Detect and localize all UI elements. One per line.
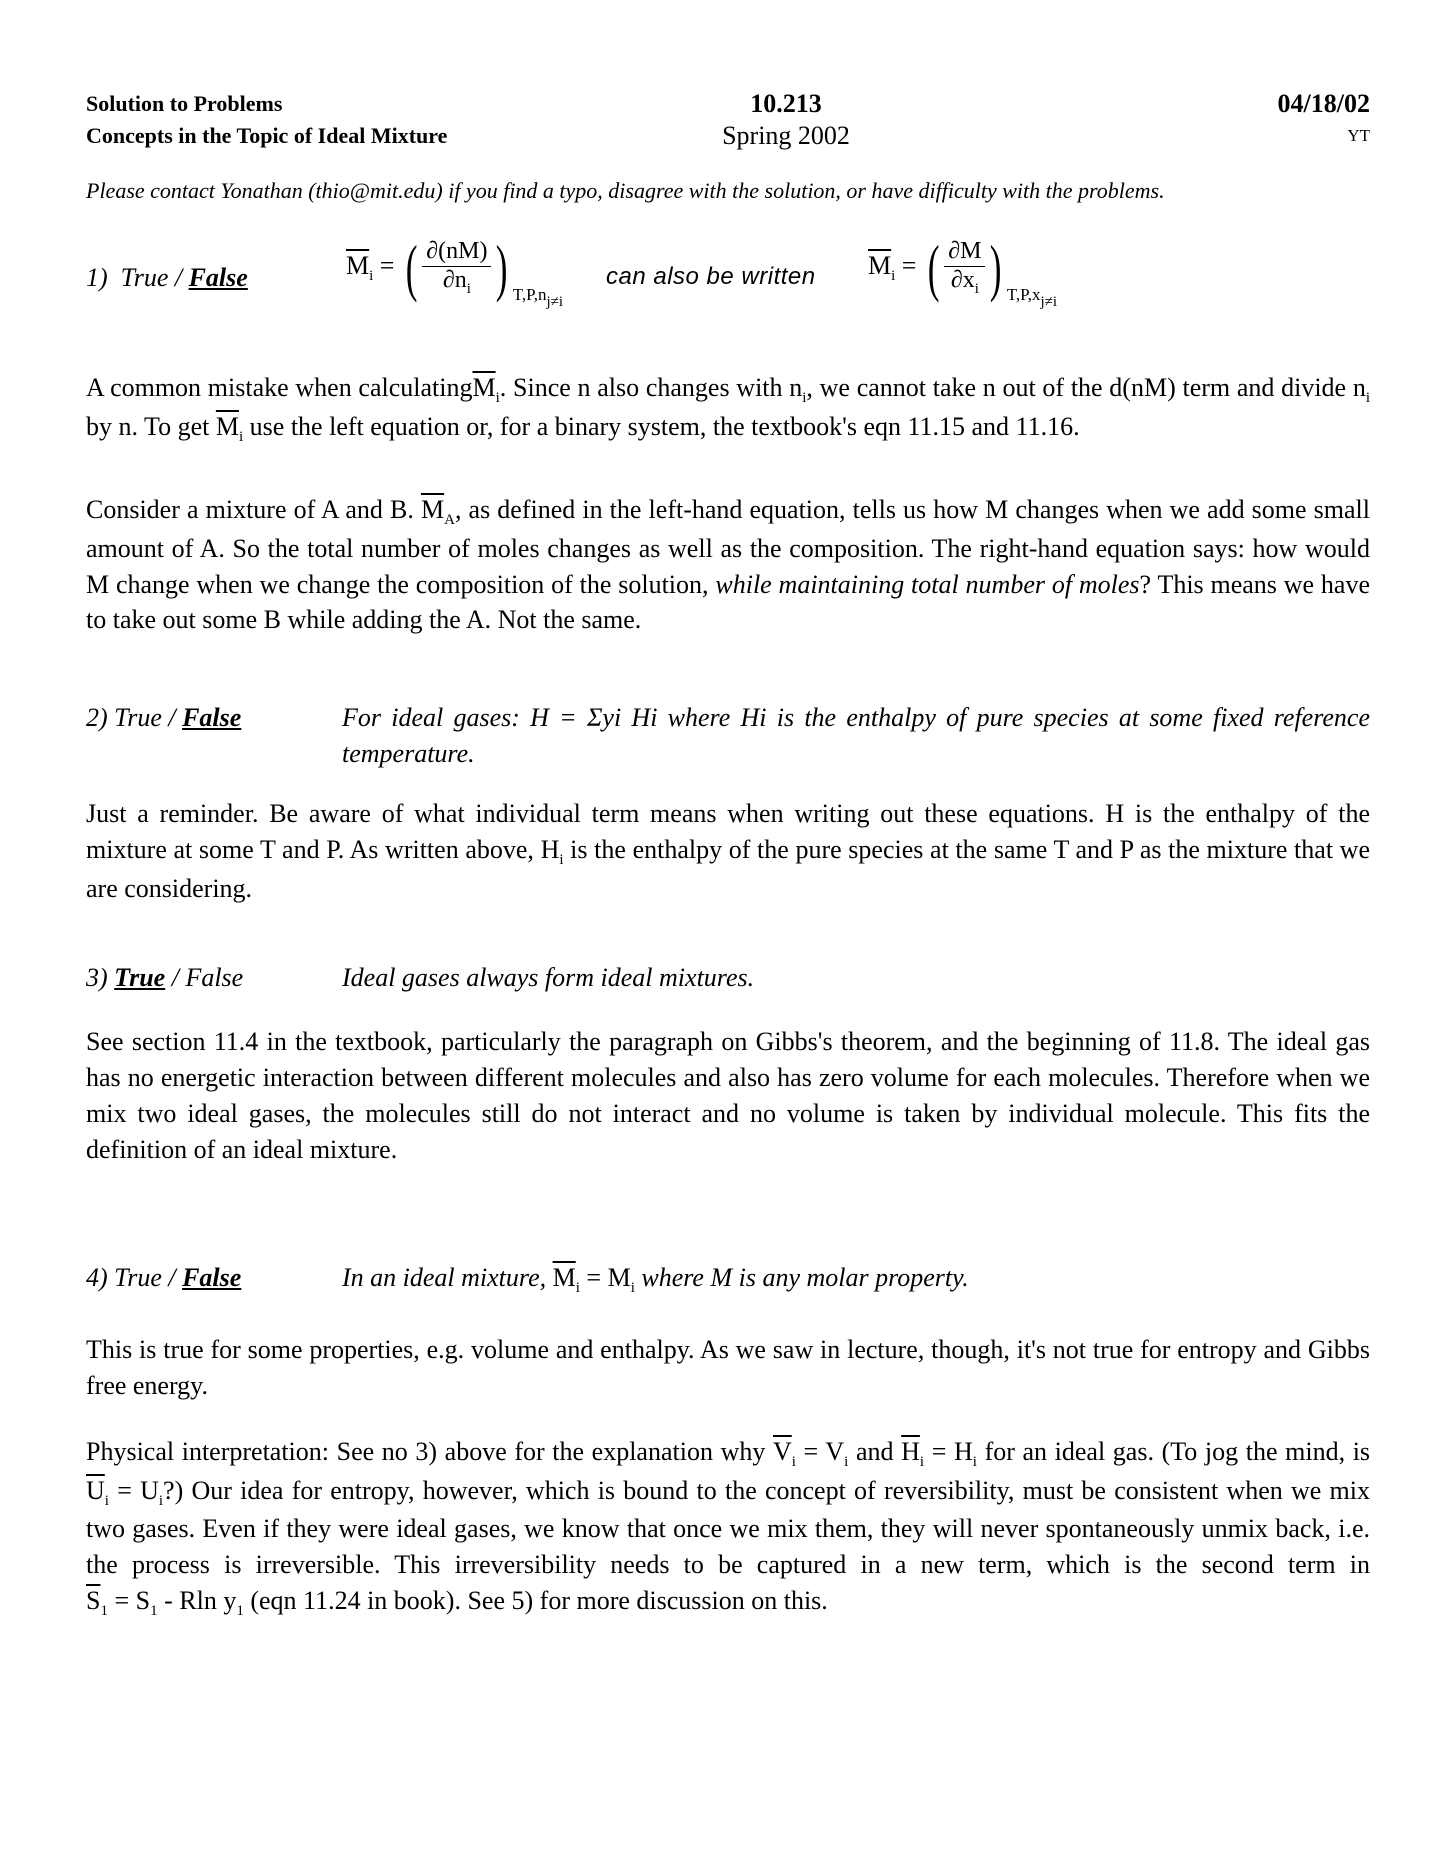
question-1-answer: False bbox=[188, 263, 248, 292]
question-1-explanation-1: A common mistake when $calculating\overline{M}_i$. Since n also changes with $n_i$, we cannot take n out of the d(nM) term and divide $n_i$ by n. To get $\overline{M}_i$ use the left equation or, for a binary system, the textbook's eqn 11.15 and 11.16. bbox=[86, 373, 1370, 445]
document-header bbox=[86, 88, 1370, 158]
header-title: Solution to Problems bbox=[86, 91, 283, 116]
question-3-answer: True bbox=[114, 963, 166, 992]
course-number: 10.213 bbox=[750, 89, 822, 118]
equation-connector: can also be written bbox=[606, 263, 816, 290]
question-2-explanation: Just a reminder. Be aware of what individual term means when writing out these equations. H is the enthalpy of the mixture at some T and P. As written above, $H_i$ is the enthalpy of the pure species at the same T and P as the mixture that we are considering. bbox=[86, 799, 1371, 903]
question-4-explanation-1: This is true for some properties, e.g. volume and enthalpy. As we saw in lecture, though, it's not true for entropy and Gibbs free energy. bbox=[86, 1335, 1370, 1400]
question-4-statement: In an ideal mixture, $\overline{M}_i = M_i$ where M is any molar property. bbox=[342, 1263, 969, 1296]
question-1 bbox=[86, 232, 1370, 336]
question-2-label: 2) True / False bbox=[86, 703, 242, 732]
header-left bbox=[86, 88, 447, 152]
term: Spring 2002 bbox=[722, 121, 850, 150]
question-2-answer: False bbox=[182, 703, 242, 732]
header-date: 04/18/02 bbox=[1277, 89, 1370, 118]
question-4-explanation-2: Physical interpretation: See no 3) above for the explanation why $\overline{V}_i = V_i$ and $\overline{H}_i = H_i$ for an ideal gas. (To jog the mind, is $\overline{U}_i$ = $U_i$?) Our idea for entropy, however, which is bound to the concept of reversibility, must be consistent when we mix two gases. Even if they were ideal gases, we know that once we mix them, they will never spontaneously unmix back, i.e. the process is irreversible. This irreversibility needs to be captured in a new term, which is the second term in $\overline{S}_1 = S_1 - Rln$ $y_1$ (eqn 11.24 in book). See 5) for more discussion on this. bbox=[86, 1437, 1371, 1620]
question-3-label: 3) True / False bbox=[86, 963, 244, 992]
header-subtitle: Concepts in the Topic of Ideal Mixture bbox=[86, 123, 448, 148]
equation-right: $\overline{M}_i$ = ( $\frac{\partial M}{\partial x_i}$ ) $_{T,P,xj\ne i}$ bbox=[868, 232, 1058, 310]
question-1-explanation-2: Consider a mixture of A and B. $\overline{M}_A$, as defined in the left-hand equation, tells us how M changes when we add some small amount of A. So the total number of moles changes as well as the composition. The right-hand equation says: how would M change when we change the composition of the solution, while maintaining total number of moles? This means we have to take out some B while adding the A. Not the same. bbox=[86, 495, 1370, 635]
question-3-explanation: See section 11.4 in the textbook, particularly the paragraph on Gibbs's theorem, and the beginning of 11.8. The ideal gas has no energetic interaction between different molecules and also has zero volume for each molecules. Therefore when we mix two ideal gases, the molecules still do not interact and no volume is taken by individual molecule. This fits the definition of an ideal mixture. bbox=[86, 1027, 1370, 1164]
equation-left: $\overline{M}_i$ = ( $\frac{\partial(nM)}{\partial n_i}$ ) $_{T,P,nj\ne i}$ bbox=[346, 232, 564, 310]
question-3-statement: Ideal gases always form ideal mixtures. bbox=[342, 963, 755, 992]
question-2-statement: For ideal gases: H = Σyi Hi where Hi is the enthalpy of pure species at some fixed reference temperature. bbox=[342, 703, 1370, 768]
question-4-answer: False bbox=[182, 1263, 242, 1292]
question-4-label: 4) True / False bbox=[86, 1263, 242, 1292]
header-right bbox=[1278, 88, 1370, 152]
author-initials: YT bbox=[1347, 126, 1370, 145]
contact-note: Please contact Yonathan (thio@mit.edu) if you find a typo, disagree with the solution, or have difficulty with the problems. bbox=[86, 178, 1165, 203]
question-1-label: 1) True / False bbox=[86, 263, 248, 292]
header-center bbox=[646, 88, 926, 152]
